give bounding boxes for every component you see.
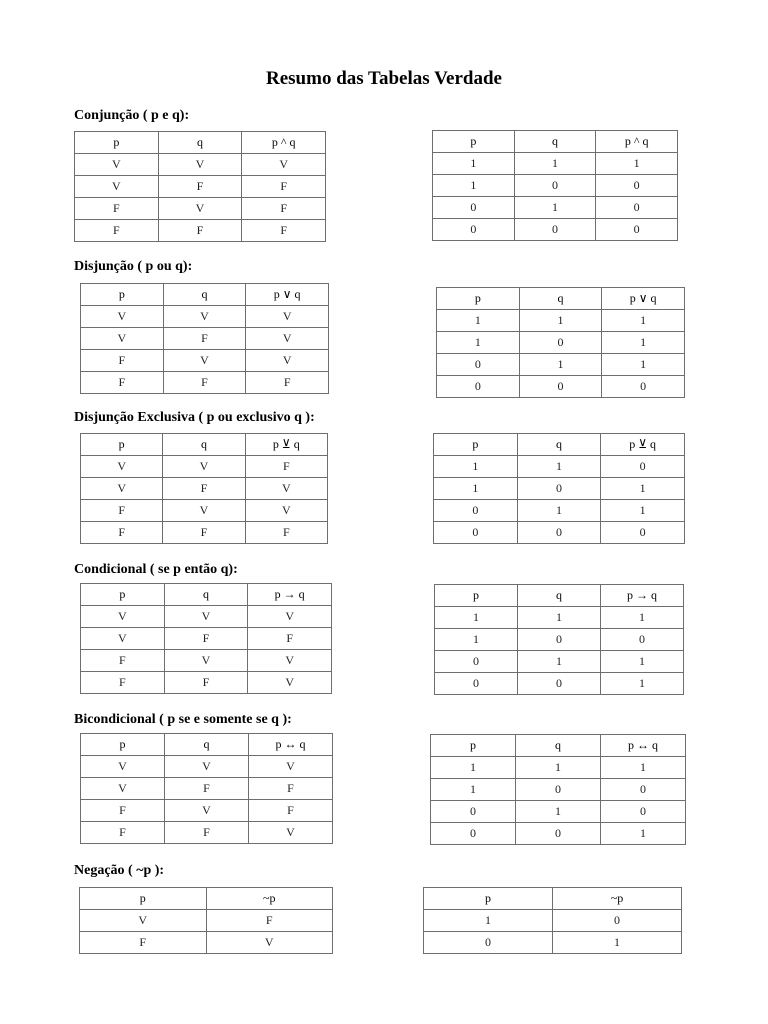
table-cell: 0 [516, 779, 601, 801]
column-header: q [519, 288, 602, 310]
table-cell: 0 [518, 629, 601, 651]
truth-table-binary [434, 584, 684, 695]
table-cell: V [158, 198, 242, 220]
truth-table-binary [430, 734, 686, 845]
table-row [424, 932, 682, 954]
table-cell: 0 [431, 823, 516, 845]
table-cell: V [158, 154, 242, 176]
table-cell: F [80, 932, 207, 954]
table-cell: F [158, 176, 242, 198]
table-cell: V [248, 650, 332, 672]
column-header: ~p [206, 888, 333, 910]
column-header: p [81, 284, 164, 306]
table-cell: 0 [434, 500, 518, 522]
column-header: p [81, 434, 163, 456]
column-header: q [158, 132, 242, 154]
table-cell: 0 [516, 823, 601, 845]
table-cell: 1 [433, 153, 515, 175]
table-cell: 0 [601, 801, 686, 823]
table-row [80, 910, 333, 932]
table-row [81, 478, 328, 500]
table-cell: F [164, 672, 248, 694]
column-header: p ⊻ q [601, 434, 685, 456]
column-header: q [514, 131, 596, 153]
table-cell: 1 [437, 310, 520, 332]
column-header: p [424, 888, 553, 910]
table-header-row [435, 585, 684, 607]
table-row [437, 310, 685, 332]
section-title: Condicional ( se p então q): [74, 562, 238, 577]
table-row [81, 328, 329, 350]
truth-table-vf [80, 283, 329, 394]
table-cell: 1 [596, 153, 678, 175]
table-cell: V [163, 456, 245, 478]
column-header: p ∨ q [602, 288, 685, 310]
table-row [81, 756, 333, 778]
table-cell: F [206, 910, 333, 932]
table-cell: 1 [602, 354, 685, 376]
truth-table-binary [432, 130, 678, 241]
table-cell: 1 [519, 310, 602, 332]
table-cell: F [249, 778, 333, 800]
table-cell: V [81, 328, 164, 350]
table-row [75, 220, 326, 242]
table-cell: F [163, 478, 245, 500]
column-header: q [163, 434, 245, 456]
column-header: p ↔ q [249, 734, 333, 756]
table-cell: 0 [433, 219, 515, 241]
table-row [80, 932, 333, 954]
table-cell: F [245, 522, 327, 544]
table-cell: 0 [433, 197, 515, 219]
table-cell: V [81, 756, 165, 778]
table-cell: 1 [514, 153, 596, 175]
table-cell: 1 [431, 779, 516, 801]
table-cell: 0 [435, 651, 518, 673]
table-cell: F [246, 372, 329, 394]
column-header: p [434, 434, 518, 456]
table-row [437, 376, 685, 398]
table-row [81, 606, 332, 628]
table-cell: 0 [601, 522, 685, 544]
table-cell: 1 [516, 801, 601, 823]
table-cell: 0 [518, 673, 601, 695]
table-row [437, 354, 685, 376]
table-cell: V [249, 822, 333, 844]
table-row [81, 500, 328, 522]
table-cell: F [242, 198, 326, 220]
table-cell: F [81, 650, 165, 672]
section-title: Conjunção ( p e q): [74, 108, 190, 123]
table-cell: F [81, 500, 163, 522]
table-row [433, 175, 678, 197]
table-cell: F [163, 328, 246, 350]
table-cell: F [164, 628, 248, 650]
table-cell: 0 [437, 354, 520, 376]
table-cell: F [81, 800, 165, 822]
table-row [75, 154, 326, 176]
table-row [434, 456, 685, 478]
table-cell: V [81, 456, 163, 478]
table-row [81, 456, 328, 478]
table-row [81, 306, 329, 328]
table-cell: V [246, 350, 329, 372]
table-cell: V [206, 932, 333, 954]
column-header: p [435, 585, 518, 607]
truth-table-vf [79, 887, 333, 954]
table-cell: 1 [434, 456, 518, 478]
column-header: q [516, 735, 601, 757]
column-header: p [431, 735, 516, 757]
table-row [434, 500, 685, 522]
table-header-row [81, 584, 332, 606]
table-row [434, 522, 685, 544]
table-cell: 1 [602, 332, 685, 354]
section-title: Bicondicional ( p se e somente se q ): [74, 712, 292, 727]
column-header: p [437, 288, 520, 310]
table-row [431, 779, 686, 801]
table-header-row [81, 434, 328, 456]
table-header-row [437, 288, 685, 310]
table-row [431, 757, 686, 779]
table-cell: 1 [601, 651, 684, 673]
truth-table-vf [80, 583, 332, 694]
table-cell: 0 [517, 478, 601, 500]
table-cell: V [163, 306, 246, 328]
column-header: q [165, 734, 249, 756]
table-header-row [75, 132, 326, 154]
table-header-row [81, 284, 329, 306]
table-cell: V [245, 500, 327, 522]
table-cell: 0 [596, 175, 678, 197]
table-cell: 0 [596, 219, 678, 241]
table-cell: V [249, 756, 333, 778]
table-cell: F [165, 778, 249, 800]
table-row [81, 672, 332, 694]
table-row [435, 673, 684, 695]
table-cell: V [165, 756, 249, 778]
table-cell: V [75, 176, 159, 198]
table-cell: 1 [601, 673, 684, 695]
table-cell: V [165, 800, 249, 822]
column-header: p [80, 888, 207, 910]
table-row [81, 650, 332, 672]
table-cell: 0 [435, 673, 518, 695]
table-cell: F [245, 456, 327, 478]
table-cell: V [163, 350, 246, 372]
table-cell: 0 [519, 376, 602, 398]
column-header: p [75, 132, 159, 154]
table-cell: V [248, 606, 332, 628]
table-cell: 0 [514, 175, 596, 197]
table-header-row [80, 888, 333, 910]
table-cell: 0 [517, 522, 601, 544]
table-cell: 0 [601, 779, 686, 801]
column-header: p ↔ q [601, 735, 686, 757]
table-cell: F [242, 220, 326, 242]
table-cell: F [81, 350, 164, 372]
table-cell: 1 [517, 456, 601, 478]
table-cell: 0 [434, 522, 518, 544]
table-row [81, 628, 332, 650]
table-cell: V [163, 500, 245, 522]
column-header: p ^ q [596, 131, 678, 153]
section-title: Negação ( ~p ): [74, 863, 165, 878]
table-cell: V [164, 606, 248, 628]
table-cell: 1 [434, 478, 518, 500]
column-header: q [164, 584, 248, 606]
table-cell: F [81, 372, 164, 394]
table-cell: 0 [519, 332, 602, 354]
table-cell: 1 [601, 478, 685, 500]
table-cell: V [80, 910, 207, 932]
column-header: q [518, 585, 601, 607]
table-header-row [424, 888, 682, 910]
table-cell: V [81, 606, 165, 628]
table-row [434, 478, 685, 500]
table-cell: 1 [433, 175, 515, 197]
table-cell: V [81, 628, 165, 650]
table-row [435, 629, 684, 651]
table-cell: 1 [602, 310, 685, 332]
table-cell: 0 [601, 456, 685, 478]
table-cell: F [158, 220, 242, 242]
table-cell: 1 [518, 607, 601, 629]
table-cell: V [242, 154, 326, 176]
table-row [431, 801, 686, 823]
table-cell: V [248, 672, 332, 694]
truth-table-vf [80, 733, 333, 844]
table-row [433, 219, 678, 241]
table-cell: V [245, 478, 327, 500]
table-cell: V [164, 650, 248, 672]
table-row [81, 350, 329, 372]
table-cell: F [75, 220, 159, 242]
column-header: p → q [248, 584, 332, 606]
table-cell: 0 [596, 197, 678, 219]
table-cell: 1 [601, 823, 686, 845]
truth-table-binary [436, 287, 685, 398]
table-cell: 0 [437, 376, 520, 398]
table-header-row [431, 735, 686, 757]
table-cell: V [81, 306, 164, 328]
table-cell: F [163, 522, 245, 544]
column-header: q [163, 284, 246, 306]
table-header-row [434, 434, 685, 456]
section-title: Disjunção Exclusiva ( p ou exclusivo q ): [74, 410, 315, 425]
table-row [81, 800, 333, 822]
table-cell: 1 [519, 354, 602, 376]
table-cell: 0 [431, 801, 516, 823]
truth-table-vf [80, 433, 328, 544]
column-header: p [81, 584, 165, 606]
table-cell: F [165, 822, 249, 844]
table-cell: 1 [431, 757, 516, 779]
table-row [424, 910, 682, 932]
table-cell: 1 [553, 932, 682, 954]
truth-table-binary [423, 887, 682, 954]
table-cell: 1 [601, 757, 686, 779]
column-header: p ⊻ q [245, 434, 327, 456]
table-cell: 1 [518, 651, 601, 673]
table-cell: F [242, 176, 326, 198]
table-row [75, 198, 326, 220]
table-row [75, 176, 326, 198]
table-cell: V [81, 778, 165, 800]
table-row [81, 778, 333, 800]
column-header: q [517, 434, 601, 456]
table-cell: 1 [517, 500, 601, 522]
table-row [435, 607, 684, 629]
table-row [433, 197, 678, 219]
table-cell: 1 [435, 629, 518, 651]
column-header: p → q [601, 585, 684, 607]
table-cell: F [249, 800, 333, 822]
table-cell: 1 [514, 197, 596, 219]
table-row [431, 823, 686, 845]
table-cell: 0 [553, 910, 682, 932]
table-cell: 0 [514, 219, 596, 241]
table-row [437, 332, 685, 354]
table-cell: 1 [601, 607, 684, 629]
table-cell: 1 [601, 500, 685, 522]
table-cell: V [81, 478, 163, 500]
table-cell: F [81, 522, 163, 544]
table-cell: 1 [424, 910, 553, 932]
table-cell: 0 [601, 629, 684, 651]
column-header: ~p [553, 888, 682, 910]
column-header: p [81, 734, 165, 756]
table-cell: V [246, 306, 329, 328]
truth-table-binary [433, 433, 685, 544]
table-header-row [433, 131, 678, 153]
section-title: Disjunção ( p ou q): [74, 259, 193, 274]
table-cell: V [75, 154, 159, 176]
table-cell: V [246, 328, 329, 350]
table-row [81, 372, 329, 394]
column-header: p [433, 131, 515, 153]
table-header-row [81, 734, 333, 756]
table-row [433, 153, 678, 175]
table-row [435, 651, 684, 673]
column-header: p ^ q [242, 132, 326, 154]
page-title: Resumo das Tabelas Verdade [266, 68, 502, 89]
table-cell: F [248, 628, 332, 650]
table-cell: 0 [424, 932, 553, 954]
table-cell: 1 [516, 757, 601, 779]
truth-table-vf [74, 131, 326, 242]
table-cell: F [75, 198, 159, 220]
table-cell: 1 [435, 607, 518, 629]
table-row [81, 522, 328, 544]
table-row [81, 822, 333, 844]
table-cell: F [81, 822, 165, 844]
column-header: p ∨ q [246, 284, 329, 306]
table-cell: F [163, 372, 246, 394]
table-cell: 0 [602, 376, 685, 398]
table-cell: 1 [437, 332, 520, 354]
table-cell: F [81, 672, 165, 694]
